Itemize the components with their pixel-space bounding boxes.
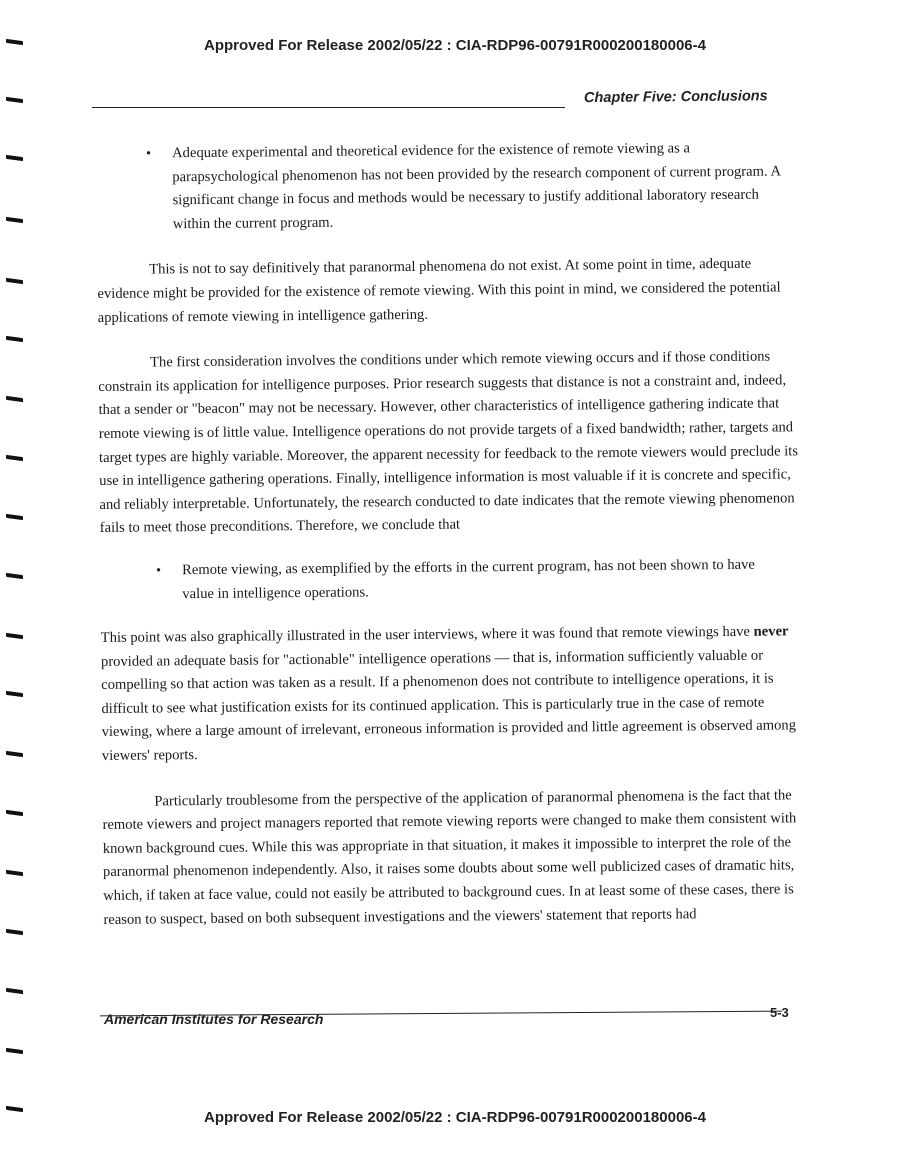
paragraph: The first consideration involves the conditions under which remote viewing occurs and if those conditions constrain its application for intelligence purposes. Prior research suggests that distance is not a constraint and, indeed, that a sender or "beacon" may not be necessary. However, other characteristics of intelligence gathering indicate that remote viewing is of little value. Intelligence operations do not provide targets of a fixed bandwidth; rather, targets and target types are highly variable. Moreover, the apparent necessity for feedback to the remote viewers would preclude its use in intelligence gathering operations. Finally, intelligence information is most valuable if it is concrete and specific, and reliably interpretable. Unfortunately, the research conducted to date indicates that the remote viewing phenomenon fails to meet those preconditions. Therefore, we conclude that [98, 348, 799, 537]
hole-mark [6, 336, 23, 342]
hole-mark [6, 633, 23, 639]
hole-mark [6, 573, 23, 579]
header-rule [92, 107, 565, 108]
emphasis-text: never [753, 623, 789, 640]
hole-mark [6, 396, 23, 402]
hole-mark [6, 810, 23, 816]
hole-mark [6, 988, 23, 994]
punch-hole-marks [0, 0, 40, 1165]
hole-mark [6, 155, 23, 161]
hole-mark [6, 278, 23, 284]
chapter-title: Chapter Five: Conclusions [583, 88, 768, 107]
hole-mark [6, 217, 23, 223]
hole-mark [6, 870, 23, 876]
bullet-dot: • [156, 563, 162, 579]
hole-mark [6, 514, 23, 520]
paragraph: Particularly troublesome from the perspective of the application of paranormal phenomena is the fact that the remote viewers and project managers reported that remote viewing reports were changed to make them consistent with known background cues. While this was appropriate in that situation, it makes it impossible to interpret the role of the paranormal phenomenon independently. Also, it raises some doubts about some well publicized cases of dramatic hits, which, if taken at face value, could not easily be attributed to background cues. In at least some of these cases, there is reason to suspect, based on both subsequent investigations and the viewers' statement that reports had [102, 787, 797, 928]
paragraph-text: provided an adequate basis for "actionable" intelligence operations — that is, information sufficiently valuable or compelling so that action was taken as a result. If a phenomenon does not contribute to intelligence operations, it is difficult to see what justification exists for its continued application. This is particularly true in the case of remote viewing, where a large amount of irrelevant, erroneous information is provided and little agreement is observed among viewers' reports. [100, 647, 797, 765]
bullet-item [146, 136, 787, 236]
footer-organization: American Institutes for Research [104, 1011, 324, 1027]
hole-mark [6, 455, 23, 461]
hole-mark [6, 1048, 23, 1054]
hole-mark [6, 751, 23, 757]
hole-mark [6, 691, 23, 697]
hole-mark [6, 97, 23, 103]
hole-mark [6, 929, 23, 935]
body-text [96, 136, 804, 932]
paragraph-text: This point was also graphically illustrated in the user interviews, where it was found that remote viewings have [100, 623, 754, 647]
release-header: Approved For Release 2002/05/22 : CIA-RDP96-00791R000200180006-4 [204, 37, 706, 54]
paragraph: This is not to say definitively that paranormal phenomena do not exist. At some point in time, adequate evidence might be provided for the existence of remote viewing. With this point in mind, we considered the potential applications of remote viewing in intelligence gathering. [97, 256, 781, 326]
page-number: 5-3 [770, 1005, 789, 1020]
release-footer: Approved For Release 2002/05/22 : CIA-RDP96-00791R000200180006-4 [204, 1109, 706, 1126]
paragraph [101, 620, 802, 768]
bullet-text: Adequate experimental and theoretical evidence for the existence of remote viewing as a parapsychological phenomenon has not been provided by the research component of current program. A significant change in focus and methods would be necessary to justify additional laboratory research within the current program. [172, 140, 781, 233]
bullet-text: Remote viewing, as exemplified by the efforts in the current program, has not been shown to have value in intelligence operations. [182, 556, 755, 602]
bullet-item [156, 553, 790, 606]
hole-mark [6, 39, 23, 45]
bullet-dot: • [146, 146, 152, 162]
